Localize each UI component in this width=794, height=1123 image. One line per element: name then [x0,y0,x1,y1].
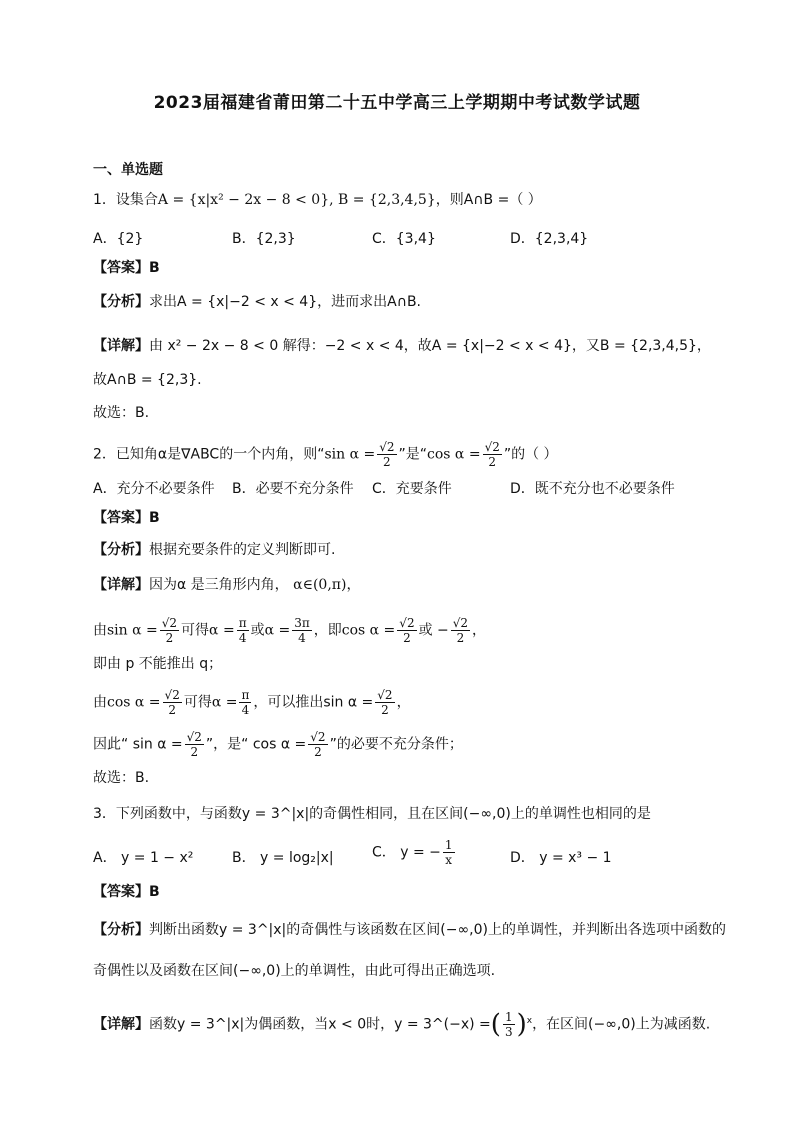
q2-detail-1 [93,575,360,595]
fraction [237,616,249,645]
fraction [375,688,394,717]
q2-detail-1-b: α∈(0,π)， [293,577,361,593]
q2-sin-expr: sin α = [324,446,376,463]
exponent: x [526,1015,533,1026]
fraction [239,688,251,717]
fraction [451,616,470,645]
frac-den: 2 [314,745,322,759]
analysis-label: 【分析】 [93,542,149,558]
analysis-label: 【分析】 [93,294,149,310]
q3-answer: 【答案】B [93,884,160,900]
q2-middle: ”是“ [398,446,428,463]
q2-d5-b: ”，是“ cos α = [205,736,307,753]
frac-den: 2 [165,631,174,645]
q2-d4-c: ，可以推出sin α = [253,694,374,711]
paren-close: ) [516,1009,527,1040]
fraction [185,730,204,759]
frac-den: 2 [168,703,176,717]
fraction [292,616,312,645]
frac-den: 3 [504,1025,513,1039]
detail-label: 【详解】 [93,577,149,593]
q1-stem-prefix: 1．设集合 [93,192,158,208]
q2-answer: 【答案】B [93,510,160,526]
frac-num: √2 [452,616,469,630]
section-heading: 一、单选题 [93,162,163,178]
q1-detail-text: 由 x² − 2x − 8 < 0 解得：−2 < x < 4，故A = {x|−2 < x < 4}，又B = {2,3,4,5}， [149,338,711,354]
q2-stem-prefix: 2．已知角α是∇ABC的一个内角，则“ [93,446,325,463]
frac-num: √2 [379,440,395,454]
q2-analysis-text: 根据充要条件的定义判断即可. [149,542,336,558]
q1-analysis-text: 求出A = {x|−2 < x < 4}，进而求出A∩B. [149,294,421,310]
frac-den: 4 [298,631,306,645]
frac-num: √2 [164,688,180,702]
analysis-label: 【分析】 [93,922,149,938]
q2-d2-d: ，即cos α = [313,622,396,639]
q1-stem-tail: ，则A∩B =（ ） [435,192,542,208]
q3-detail-a: 函数y = 3^|x|为偶函数，当x < 0时，y = 3^(−x) = [149,1016,491,1033]
q2-cos-expr: cos α = [427,446,481,463]
q2-detail-5 [93,730,463,759]
frac-num: √2 [377,688,393,702]
frac-num: √2 [484,440,500,454]
q2-detail-2 [93,616,486,645]
detail-label: 【详解】 [93,338,149,354]
q2-d5-a: 因此“ sin α = [93,736,183,753]
q3-option-c [372,838,457,867]
q1-option-b: B．{2,3} [232,231,296,247]
q2-d2-b: 可得α = [181,622,235,639]
frac-num: √2 [310,730,326,744]
q3-option-a: A． y = 1 − x² [93,850,194,866]
q3-option-c-label: C． y = − [372,844,441,861]
frac-den: 4 [241,703,250,717]
q3-analysis-text-1: 判断出函数y = 3^|x|的奇偶性与该函数在区间(−∞,0)上的单调性，并判断出各选项中函数的 [149,922,726,938]
q2-detail-4 [93,688,411,717]
frac-num: 1 [504,1010,513,1024]
fraction [308,730,327,759]
q2-d2-f: ， [472,622,487,639]
q3-detail-b: ，在区间(−∞,0)上为减函数. [532,1016,711,1033]
q1-set-a: A = {x|x² − 2x − 8 < 0} [157,192,330,208]
fraction [163,688,182,717]
frac-num: π [238,616,247,630]
q1-option-d: D．{2,3,4} [510,231,589,247]
q2-d2-a: 由sin α = [93,622,158,639]
frac-den: 2 [381,703,389,717]
q1-stem [93,190,542,210]
fraction [397,616,416,645]
detail-label: 【详解】 [93,1016,149,1033]
q2-option-b: B．必要不充分条件 [232,481,354,497]
q2-stem [93,440,558,469]
fraction [443,838,455,867]
q2-analysis [93,540,335,560]
frac-num: 3π [294,616,310,630]
paren-open: ( [490,1009,501,1040]
q1-detail-2: 故A∩B = {2,3}. [93,372,202,388]
fraction [483,440,502,469]
q2-d4-a: 由cos α = [93,694,161,711]
q1-set-b: , B = {2,3,4,5} [329,192,436,208]
frac-den: 4 [238,631,247,645]
q2-option-d: D．既不充分也不必要条件 [510,481,675,497]
frac-den: 2 [456,631,465,645]
q3-analysis-2: 奇偶性以及函数在区间(−∞,0)上的单调性，由此可得出正确选项. [93,963,496,979]
q2-d4-d: ， [396,694,411,711]
q1-detail [93,336,711,356]
q2-d2-c: 或α = [250,622,291,639]
frac-den: 2 [403,631,411,645]
fraction [377,440,396,469]
q3-analysis-1 [93,920,726,940]
frac-num: π [241,688,250,702]
frac-den: 2 [488,455,497,469]
q3-option-b: B． y = log₂|x| [232,850,334,866]
frac-den: 2 [383,455,391,469]
q2-option-c: C．充要条件 [372,481,452,497]
q1-answer: 【答案】B [93,260,160,276]
q1-conclusion: 故选：B. [93,405,150,421]
frac-num: √2 [161,616,178,630]
q2-option-a: A．充分不必要条件 [93,481,215,497]
q3-option-d: D． y = x³ − 1 [510,850,612,866]
q2-d2-e: 或 − [418,622,449,639]
q1-analysis [93,292,421,312]
frac-num: √2 [399,616,415,630]
q1-option-a: A．{2} [93,231,144,247]
q2-detail-3: 即由 p 不能推出 q； [93,656,223,672]
q2-conclusion: 故选：B. [93,770,150,786]
fraction [503,1010,515,1039]
frac-num: √2 [186,730,202,744]
q3-detail [93,1010,710,1039]
q1-option-c: C．{3,4} [372,231,436,247]
q2-detail-1-a: 因为α 是三角形内角， [149,577,289,593]
fraction [160,616,179,645]
q2-stem-tail: ”的（ ） [503,446,558,463]
q3-stem: 3．下列函数中，与函数y = 3^|x|的奇偶性相同，且在区间(−∞,0)上的单调性也相同的是 [93,806,651,822]
document-title: 2023届福建省莆田第二十五中学高三上学期期中考试数学试题 [153,93,641,113]
q2-d4-b: 可得α = [183,694,238,711]
frac-den: x [445,853,453,867]
frac-num: 1 [444,838,453,852]
q2-d5-c: ”的必要不充分条件； [329,736,463,753]
frac-den: 2 [190,745,199,759]
